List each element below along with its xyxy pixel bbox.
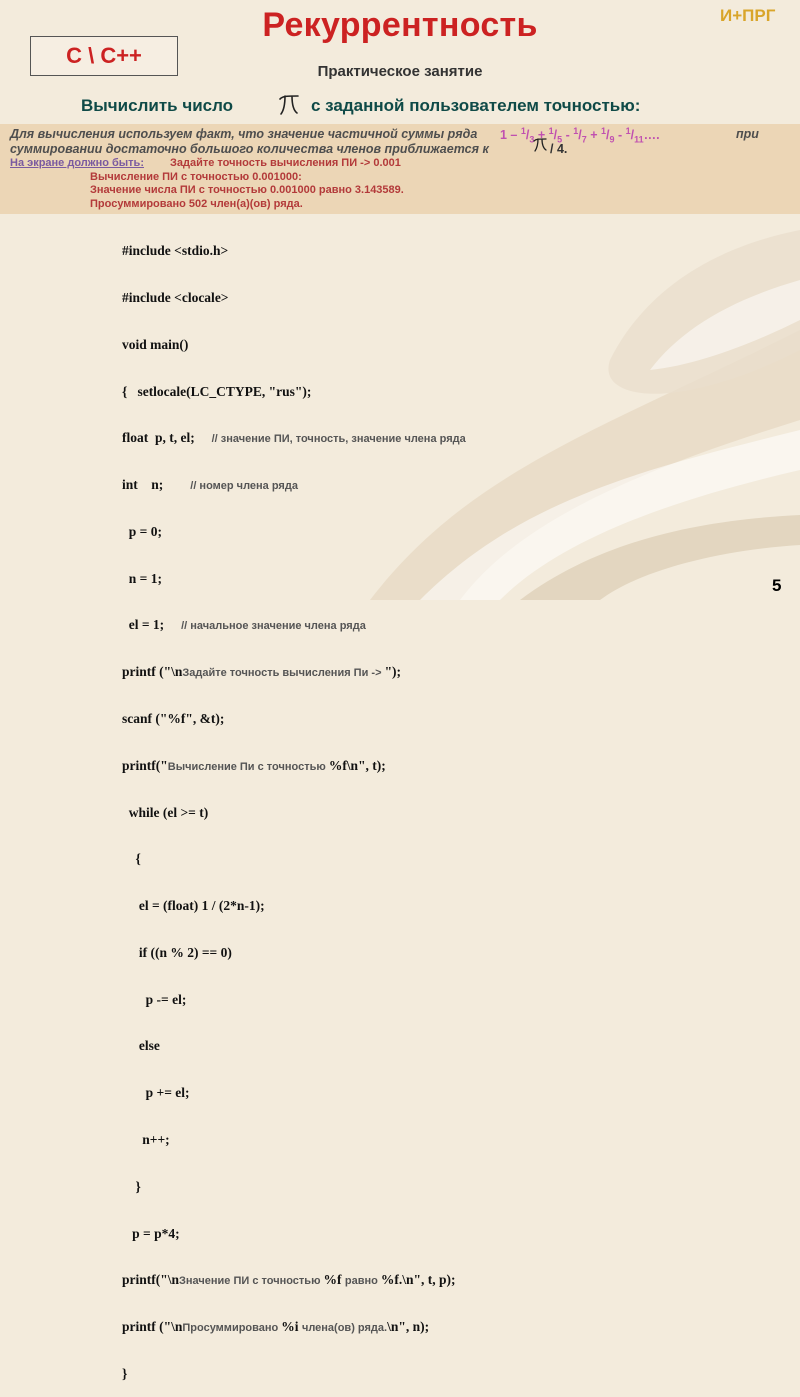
series-lead: 1 –: [500, 128, 521, 143]
code-line: p = 0;: [122, 523, 162, 539]
code-line: [122, 430, 466, 446]
series-op: ….: [643, 128, 660, 143]
code-text: float p, t, el;: [122, 430, 195, 446]
code-comment: // значение ПИ, точность, значение члена ряда: [211, 433, 466, 446]
code-line: [122, 1319, 466, 1335]
series-num: 1: [520, 126, 526, 136]
code-listing: [122, 212, 466, 1397]
code-line: n = 1;: [122, 570, 162, 586]
series-den: 11: [634, 134, 644, 145]
code-text: printf("\n: [122, 1272, 179, 1288]
intro-line-1-tail: при: [736, 127, 759, 141]
language-box: C \ C++: [30, 36, 178, 76]
page-number: 5: [772, 576, 782, 595]
code-comment: // начальное значение члена ряда: [181, 620, 366, 633]
code-text: int n;: [122, 477, 164, 493]
code-line: [122, 617, 466, 633]
code-line: if ((n % 2) == 0): [122, 944, 232, 960]
code-comment: // номер члена ряда: [190, 480, 298, 493]
code-line: else: [122, 1038, 160, 1054]
series-num: 1: [625, 126, 631, 136]
series-den: 7: [581, 134, 587, 145]
code-text: \n", n);: [387, 1319, 430, 1335]
screen-output-3: Значение числа ПИ с точностью 0.001000 равно 3.143589.: [90, 184, 404, 196]
code-string: члена(ов) ряда.: [301, 1322, 388, 1335]
code-string: Значение ПИ с точностью: [179, 1275, 324, 1288]
series-den: 9: [609, 134, 615, 145]
code-line: [122, 664, 466, 680]
code-line: p = p*4;: [122, 1225, 180, 1241]
code-line: p += el;: [122, 1085, 190, 1101]
code-text: %f: [323, 1272, 345, 1288]
pi-small-icon: [533, 136, 547, 152]
code-text: printf(": [122, 757, 168, 773]
screen-output-1: Задайте точность вычисления ПИ -> 0.001: [170, 157, 401, 169]
slide-subtitle: Практическое занятие: [317, 63, 483, 80]
slide-title: Рекуррентность: [262, 6, 538, 44]
code-text: %f.\n", t, p);: [380, 1272, 456, 1288]
screen-label: На экране должно быть:: [10, 157, 144, 169]
code-text: printf ("\n: [122, 664, 183, 680]
code-line: {: [122, 851, 141, 867]
code-string: Задайте точность вычисления Пи ->: [182, 667, 385, 680]
code-text: printf ("\n: [122, 1319, 183, 1335]
code-line: [122, 477, 466, 493]
code-line: n++;: [122, 1132, 170, 1148]
series-den: 3: [529, 134, 535, 145]
code-text: el = 1;: [122, 617, 165, 633]
code-line: while (el >= t): [122, 804, 209, 820]
series-op: +: [586, 128, 602, 143]
code-line: [122, 758, 466, 774]
code-line: el = (float) 1 / (2*n-1);: [122, 898, 265, 914]
series-num: 1: [548, 126, 554, 136]
series-op: -: [614, 128, 626, 143]
screen-output-4: Просуммировано 502 член(а)(ов) ряда.: [90, 197, 303, 210]
code-line: void main(): [122, 336, 189, 352]
intro-line-2: суммировании достаточно большого количества членов приближается к: [10, 142, 489, 156]
code-line: [122, 1272, 466, 1288]
code-string: Просуммировано: [182, 1322, 282, 1335]
code-line: #include <clocale>: [122, 289, 229, 305]
code-text: %f\n", t);: [328, 757, 386, 773]
code-line: p -= el;: [122, 991, 187, 1007]
series-den: 5: [557, 134, 563, 145]
pi-icon: [278, 92, 300, 116]
intro-line-1: Для вычисления используем факт, что значение частичной суммы ряда: [10, 127, 478, 141]
code-line: }: [122, 1178, 141, 1194]
code-text: ");: [384, 664, 402, 680]
task-text-end: с заданной пользователем точностью:: [311, 96, 641, 115]
series-op: -: [562, 128, 574, 143]
series-num: 1: [573, 126, 579, 136]
series-num: 1: [601, 126, 607, 136]
code-line: }: [122, 1365, 128, 1381]
code-string: равно: [344, 1275, 381, 1288]
course-tag: И+ПРГ: [720, 6, 776, 25]
intro-line-2-tail: / 4.: [550, 142, 568, 156]
task-text-start: Вычислить число: [81, 96, 234, 115]
code-line: scanf ("%f", &t);: [122, 711, 225, 726]
code-line: { setlocale(LC_CTYPE, "rus");: [122, 383, 312, 399]
code-string: Вычисление Пи с точностью: [167, 760, 329, 773]
series-op: +: [534, 128, 549, 143]
code-line: #include <stdio.h>: [122, 243, 229, 259]
series-formula: $1 - ^1/_3 + ^1/_5 - ^1/_7 + ^1/_9$ - $^1/_{11}\dots$.: [500, 126, 660, 145]
screen-output-2: Вычисление ПИ с точностью 0.001000:: [90, 170, 302, 183]
code-text: %i: [281, 1319, 302, 1335]
